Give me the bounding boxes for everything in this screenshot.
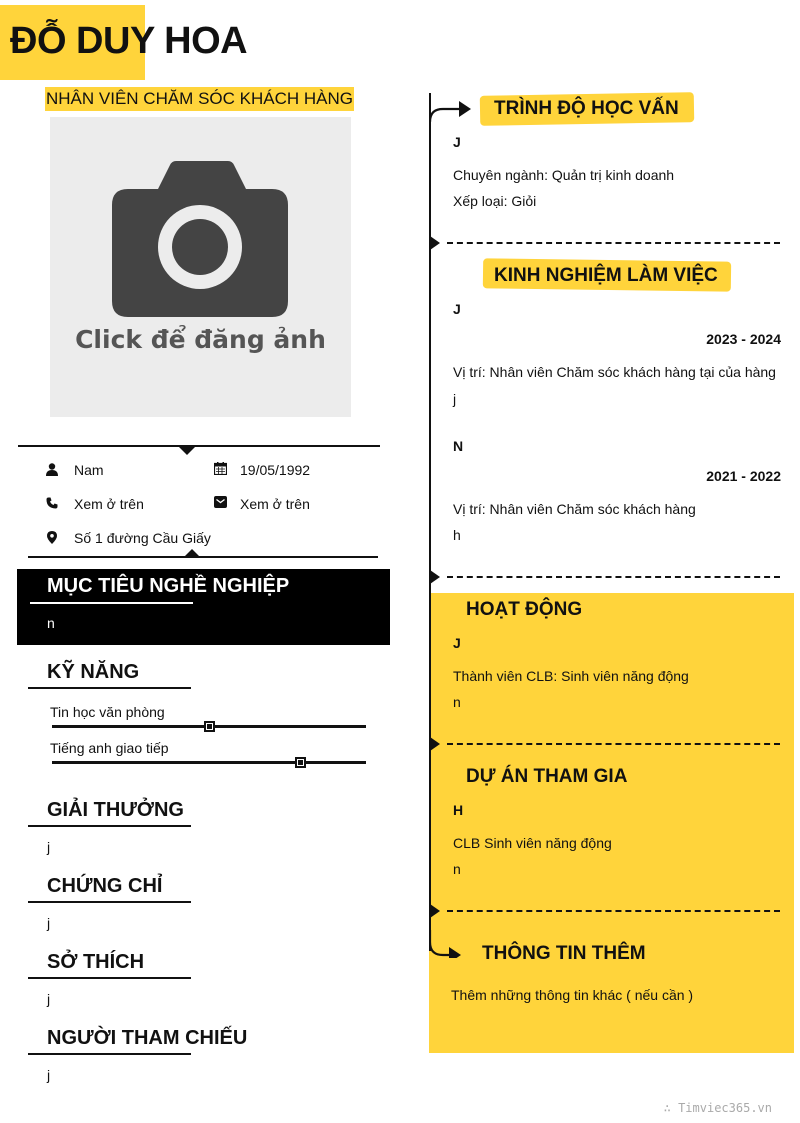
additional-title: THÔNG TIN THÊM — [482, 943, 646, 964]
skills-underline — [28, 687, 191, 689]
experience-title: KINH NGHIỆM LÀM VIỆC — [494, 265, 718, 286]
job-description[interactable]: h — [453, 527, 461, 543]
activities-title: HOẠT ĐỘNG — [466, 599, 583, 620]
objective-underline — [30, 602, 193, 604]
education-major[interactable]: Chuyên ngành: Quản trị kinh doanh — [453, 167, 675, 183]
project-role[interactable]: CLB Sinh viên năng động — [453, 835, 612, 851]
job-period[interactable]: 2023 - 2024 — [706, 331, 781, 347]
skill-slider-handle[interactable] — [204, 721, 215, 732]
skill-slider-handle[interactable] — [295, 757, 306, 768]
timeline-marker — [430, 904, 440, 918]
certificates-text[interactable]: j — [47, 915, 51, 931]
contact-birthday[interactable]: 19/05/1992 — [240, 462, 311, 478]
section-divider — [447, 576, 780, 578]
candidate-name[interactable]: ĐỖ DUY HOA — [10, 20, 248, 62]
contact-address[interactable]: Số 1 đường Cầu Giấy — [74, 530, 211, 546]
education-school[interactable]: J — [453, 134, 461, 150]
email-icon — [213, 495, 227, 509]
job-company[interactable]: J — [453, 301, 461, 317]
certificates-title: CHỨNG CHỈ — [47, 875, 163, 897]
contact-email[interactable]: Xem ở trên — [240, 496, 310, 512]
skills-title: KỸ NĂNG — [47, 661, 140, 683]
certificates-underline — [28, 901, 191, 903]
brand-name: Timviec365.vn — [678, 1101, 772, 1115]
photo-upload[interactable] — [50, 117, 351, 417]
contact-top-rule — [18, 445, 380, 447]
job-company[interactable]: N — [453, 438, 464, 454]
arrow-right-icon — [429, 98, 473, 124]
project-name[interactable]: H — [453, 802, 464, 818]
job-position[interactable]: NHÂN VIÊN CHĂM SÓC KHÁCH HÀNG — [45, 87, 354, 111]
job-role[interactable]: Vị trí: Nhân viên Chăm sóc khách hàng — [453, 501, 696, 517]
references-title: NGƯỜI THAM CHIẾU — [47, 1027, 248, 1049]
awards-underline — [28, 825, 191, 827]
project-description[interactable]: n — [453, 861, 461, 877]
section-divider — [447, 242, 780, 244]
job-description[interactable]: j — [453, 391, 457, 407]
job-role[interactable]: Vị trí: Nhân viên Chăm sóc khách hàng tại của hàng — [453, 364, 776, 380]
contact-bottom-rule — [28, 556, 378, 558]
activity-description[interactable]: n — [453, 694, 461, 710]
skill-name[interactable]: Tiếng anh giao tiếp — [50, 740, 169, 756]
section-divider — [447, 910, 780, 912]
hobbies-text[interactable]: j — [47, 991, 51, 1007]
calendar-icon — [213, 461, 227, 475]
references-underline — [28, 1053, 191, 1055]
hobbies-underline — [28, 977, 191, 979]
caret-down-icon — [179, 447, 195, 455]
photo-caption: Click để đăng ảnh — [75, 325, 326, 354]
hobbies-title: SỞ THÍCH — [47, 951, 145, 973]
additional-text[interactable]: Thêm những thông tin khác ( nếu cần ) — [451, 987, 694, 1003]
user-icon — [45, 462, 59, 476]
logo-icon: ∴ — [663, 1101, 671, 1115]
camera-icon — [110, 161, 290, 321]
timeline-marker — [430, 236, 440, 250]
job-period[interactable]: 2021 - 2022 — [706, 468, 781, 484]
activity-role[interactable]: Thành viên CLB: Sinh viên năng động — [453, 668, 689, 684]
education-grade[interactable]: Xếp loại: Giỏi — [453, 193, 537, 209]
activity-org[interactable]: J — [453, 635, 461, 651]
awards-title: GIẢI THƯỞNG — [47, 799, 184, 821]
contact-gender[interactable]: Nam — [74, 462, 104, 478]
section-divider — [447, 743, 780, 745]
highlight-panel — [429, 593, 794, 1053]
skill-slider-track — [52, 761, 366, 764]
awards-text[interactable]: j — [47, 839, 51, 855]
arrow-right-icon — [429, 930, 465, 958]
objective-title: MỤC TIÊU NGHỀ NGHIỆP — [47, 575, 290, 597]
projects-title: DỰ ÁN THAM GIA — [466, 766, 628, 787]
contact-phone[interactable]: Xem ở trên — [74, 496, 144, 512]
objective-text[interactable]: n — [47, 615, 55, 631]
skill-name[interactable]: Tin học văn phòng — [50, 704, 165, 720]
brand-watermark — [664, 1101, 772, 1115]
phone-icon — [45, 496, 59, 510]
location-pin-icon — [45, 530, 59, 544]
timeline-marker — [430, 570, 440, 584]
references-text[interactable]: j — [47, 1067, 51, 1083]
timeline-marker — [430, 737, 440, 751]
timeline-line — [429, 93, 431, 951]
education-title: TRÌNH ĐỘ HỌC VẤN — [494, 98, 679, 119]
